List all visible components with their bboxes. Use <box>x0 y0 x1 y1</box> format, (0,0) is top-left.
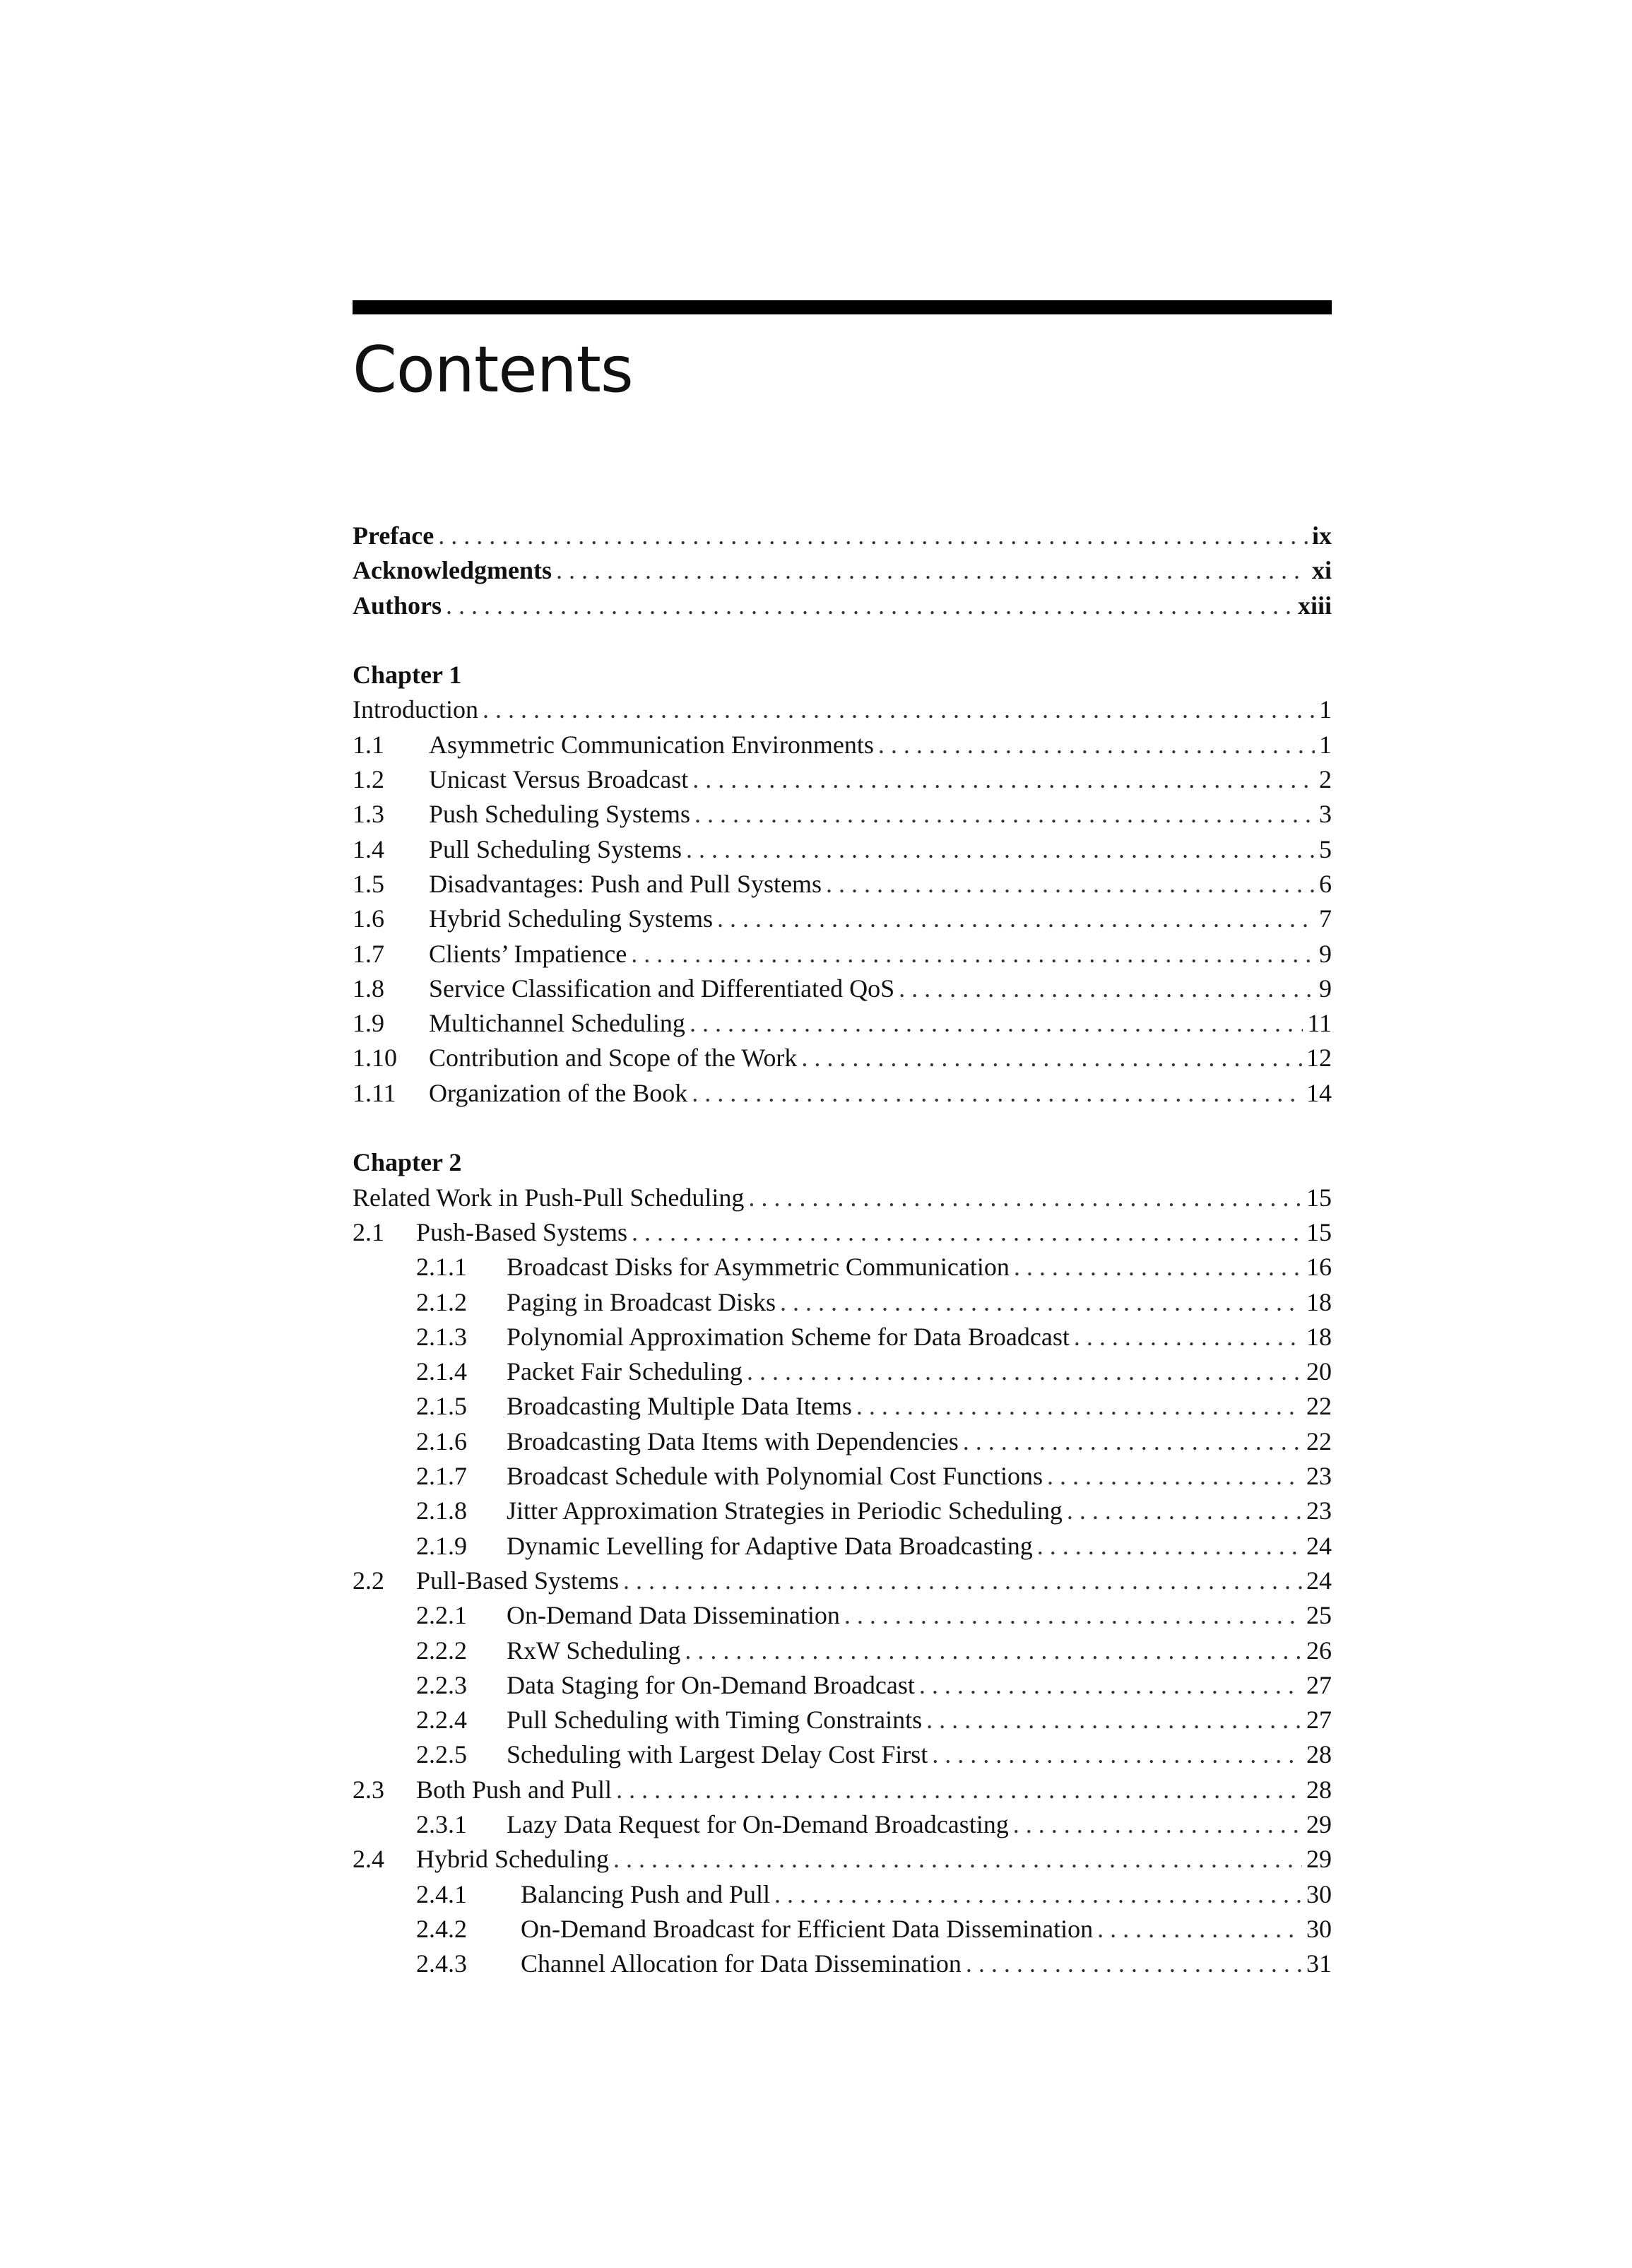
toc-entry-section[interactable] <box>353 937 1332 971</box>
toc-entry-page: 27 <box>1306 1670 1332 1699</box>
toc-entry-page: 1 <box>1319 695 1332 724</box>
toc-entry-number: 2.4 <box>353 1845 384 1874</box>
toc-entry-page: 30 <box>1306 1879 1332 1908</box>
toc-entry-number: 1.3 <box>353 800 384 829</box>
toc-entry-page: 18 <box>1306 1322 1332 1351</box>
toc-entry-text: On-Demand Data Dissemination <box>507 1601 840 1630</box>
toc-entry-number: 2.2.1 <box>416 1601 467 1630</box>
toc-entry-text: Disadvantages: Push and Pull Systems <box>429 869 822 898</box>
dot-leader <box>692 762 1315 797</box>
dot-leader <box>1067 1494 1302 1528</box>
toc-entry-section[interactable] <box>353 1006 1332 1041</box>
toc-entry-text: RxW Scheduling <box>507 1636 681 1665</box>
toc-entry-number: 2.3.1 <box>416 1809 467 1838</box>
toc-entry-subsection[interactable] <box>353 1737 1332 1772</box>
toc-entry-number: 1.6 <box>353 904 384 933</box>
toc-entry-section[interactable] <box>353 1842 1332 1877</box>
spacer <box>353 623 1332 658</box>
toc-entry-subsection[interactable] <box>353 1877 1332 1912</box>
dot-leader <box>613 1842 1302 1877</box>
dot-leader <box>717 902 1315 936</box>
toc-entry-page: 16 <box>1306 1253 1332 1282</box>
dot-leader <box>1013 1807 1302 1842</box>
toc-entry-section[interactable] <box>353 1215 1332 1250</box>
toc-entry-text: Push Scheduling Systems <box>429 800 691 829</box>
dot-leader <box>632 1215 1302 1250</box>
toc-entry-text: Multichannel Scheduling <box>429 1009 685 1038</box>
toc-entry-page: 23 <box>1306 1462 1332 1491</box>
toc-entry-section[interactable] <box>353 797 1332 832</box>
dot-leader <box>685 1634 1302 1668</box>
toc-entry-subsection[interactable] <box>353 1807 1332 1842</box>
toc-entry-text: Broadcasting Data Items with Dependencies <box>507 1427 959 1455</box>
chapter-1-sections <box>353 728 1332 1111</box>
toc-entry-text: Preface <box>353 521 434 550</box>
toc-entry-subsection[interactable] <box>353 1634 1332 1668</box>
toc-entry-number: 2.2.2 <box>416 1636 467 1665</box>
dot-leader <box>844 1598 1302 1633</box>
toc-entry-text: Introduction <box>353 695 478 724</box>
chapter-2-entries <box>353 1215 1332 1982</box>
table-of-contents <box>353 519 1332 1981</box>
dot-leader <box>556 553 1308 588</box>
toc-entry-section[interactable] <box>353 1041 1332 1075</box>
toc-entry-section[interactable] <box>353 762 1332 797</box>
toc-entry-subsection[interactable] <box>353 1494 1332 1528</box>
dot-leader <box>780 1285 1302 1320</box>
toc-entry-number: 1.7 <box>353 939 384 968</box>
toc-entry-number: 2.1.7 <box>416 1462 467 1491</box>
toc-entry-number: 2.2 <box>353 1566 384 1595</box>
toc-entry-page: xi <box>1311 556 1332 585</box>
toc-entry-subsection[interactable] <box>353 1912 1332 1947</box>
toc-entry-text: Asymmetric Communication Environments <box>429 730 874 759</box>
dot-leader <box>1074 1320 1302 1354</box>
toc-entry-number: 2.4.3 <box>416 1949 467 1978</box>
toc-entry-section[interactable] <box>353 1564 1332 1598</box>
toc-entry-subsection[interactable] <box>353 1424 1332 1459</box>
toc-entry-text: Dynamic Levelling for Adaptive Data Broadcasting <box>507 1531 1033 1560</box>
toc-entry-number: 2.1.4 <box>416 1357 467 1386</box>
dot-leader <box>899 971 1315 1006</box>
toc-entry-page: 2 <box>1319 765 1332 794</box>
toc-entry-page: 28 <box>1306 1740 1332 1769</box>
toc-entry-number: 1.9 <box>353 1009 384 1038</box>
toc-entry-number: 2.1.5 <box>416 1392 467 1421</box>
dot-leader <box>801 1041 1302 1075</box>
dot-leader <box>932 1737 1302 1772</box>
toc-entry-subsection[interactable] <box>353 1529 1332 1564</box>
toc-entry-authors[interactable] <box>353 589 1332 623</box>
toc-entry-section[interactable] <box>353 832 1332 867</box>
toc-entry-chapter-1-title[interactable] <box>353 692 1332 727</box>
toc-entry-text: Pull Scheduling with Timing Constraints <box>507 1706 923 1735</box>
toc-entry-number: 2.4.1 <box>416 1879 467 1908</box>
toc-entry-page: 12 <box>1306 1044 1332 1073</box>
toc-entry-subsection[interactable] <box>353 1285 1332 1320</box>
toc-entry-text: Service Classification and Differentiated QoS <box>429 974 895 1003</box>
toc-entry-text: Authors <box>353 591 442 620</box>
toc-entry-number: 2.4.2 <box>416 1914 467 1943</box>
toc-entry-page: 9 <box>1319 974 1332 1003</box>
toc-entry-text: Balancing Push and Pull <box>521 1879 770 1908</box>
toc-entry-subsection[interactable] <box>353 1320 1332 1354</box>
toc-entry-page: 20 <box>1306 1357 1332 1386</box>
toc-entry-page: 6 <box>1319 869 1332 898</box>
dot-leader <box>826 867 1315 902</box>
toc-entry-text: On-Demand Broadcast for Efficient Data Dissemination <box>521 1914 1094 1943</box>
toc-entry-page: 31 <box>1306 1949 1332 1978</box>
dot-leader <box>690 1006 1303 1041</box>
toc-entry-number: 1.2 <box>353 765 384 794</box>
toc-entry-text: Paging in Broadcast Disks <box>507 1287 776 1316</box>
toc-entry-number: 1.11 <box>353 1078 396 1107</box>
toc-entry-number: 1.10 <box>353 1044 397 1073</box>
dot-leader <box>878 728 1315 762</box>
toc-entry-page: 5 <box>1319 834 1332 863</box>
toc-entry-text: Broadcast Disks for Asymmetric Communication <box>507 1253 1010 1282</box>
toc-entry-subsection[interactable] <box>353 1703 1332 1737</box>
toc-entry-text: Broadcasting Multiple Data Items <box>507 1392 852 1421</box>
toc-entry-page: 15 <box>1306 1183 1332 1212</box>
toc-entry-text: Data Staging for On-Demand Broadcast <box>507 1670 915 1699</box>
dot-leader <box>483 692 1315 727</box>
toc-entry-page: 1 <box>1319 730 1332 759</box>
dot-leader <box>686 832 1315 867</box>
toc-entry-number: 1.5 <box>353 869 384 898</box>
toc-entry-page: 11 <box>1307 1009 1332 1038</box>
toc-entry-subsection[interactable] <box>353 1250 1332 1284</box>
dot-leader <box>963 1424 1302 1459</box>
toc-entry-number: 2.1.8 <box>416 1496 467 1525</box>
toc-entry-text: Hybrid Scheduling Systems <box>429 904 713 933</box>
dot-leader <box>856 1389 1302 1424</box>
toc-entry-section[interactable] <box>353 902 1332 936</box>
dot-leader <box>631 937 1315 971</box>
toc-entry-page: 25 <box>1306 1601 1332 1630</box>
dot-leader <box>966 1947 1302 1981</box>
dot-leader <box>1037 1529 1302 1564</box>
toc-entry-text: Pull Scheduling Systems <box>429 834 682 863</box>
toc-entry-page: 30 <box>1306 1914 1332 1943</box>
toc-entry-number: 2.2.4 <box>416 1706 467 1735</box>
dot-leader <box>438 519 1308 553</box>
toc-entry-text: Both Push and Pull <box>416 1775 613 1804</box>
toc-entry-number: 2.1.3 <box>416 1322 467 1351</box>
toc-entry-page: 3 <box>1319 800 1332 829</box>
dot-leader <box>623 1564 1302 1598</box>
toc-entry-page: 29 <box>1306 1845 1332 1874</box>
dot-leader <box>1097 1912 1302 1947</box>
toc-entry-page: 18 <box>1306 1287 1332 1316</box>
dot-leader <box>774 1877 1302 1912</box>
dot-leader <box>748 1181 1302 1215</box>
toc-entry-number: 2.1.2 <box>416 1287 467 1316</box>
page-title: Contents <box>353 333 633 407</box>
toc-entry-text: Pull-Based Systems <box>416 1566 620 1595</box>
toc-entry-section[interactable] <box>353 1076 1332 1111</box>
toc-entry-text: Scheduling with Largest Delay Cost First <box>507 1740 928 1769</box>
dot-leader <box>1014 1250 1302 1284</box>
toc-entry-subsection[interactable] <box>353 1459 1332 1494</box>
toc-entry-text: Clients’ Impatience <box>429 939 627 968</box>
toc-entry-text: Packet Fair Scheduling <box>507 1357 743 1386</box>
toc-entry-page: 14 <box>1306 1078 1332 1107</box>
toc-entry-page: 26 <box>1306 1636 1332 1665</box>
toc-entry-text: Lazy Data Request for On-Demand Broadcasting <box>507 1809 1009 1838</box>
toc-entry-number: 2.1 <box>353 1217 384 1246</box>
toc-entry-number: 1.8 <box>353 974 384 1003</box>
toc-entry-subsection[interactable] <box>353 1389 1332 1424</box>
toc-entry-number: 1.1 <box>353 730 384 759</box>
toc-entry-number: 2.1.6 <box>416 1427 467 1455</box>
toc-entry-text: Contribution and Scope of the Work <box>429 1044 798 1073</box>
toc-entry-number: 2.1.9 <box>416 1531 467 1560</box>
dot-leader <box>1047 1459 1302 1494</box>
toc-entry-text: Broadcast Schedule with Polynomial Cost Functions <box>507 1462 1043 1491</box>
dot-leader <box>694 797 1315 832</box>
toc-entry-page: 22 <box>1306 1392 1332 1421</box>
toc-entry-number: 1.4 <box>353 834 384 863</box>
toc-entry-section[interactable] <box>353 728 1332 762</box>
toc-entry-text: Hybrid Scheduling <box>416 1845 609 1874</box>
toc-entry-section[interactable] <box>353 867 1332 902</box>
dot-leader <box>446 589 1294 623</box>
toc-entry-subsection[interactable] <box>353 1947 1332 1981</box>
toc-entry-number: 2.3 <box>353 1775 384 1804</box>
toc-entry-page: 29 <box>1306 1809 1332 1838</box>
toc-entry-number: 2.2.3 <box>416 1670 467 1699</box>
toc-entry-text: Jitter Approximation Strategies in Periodic Scheduling <box>507 1496 1063 1525</box>
toc-entry-text: Organization of the Book <box>429 1078 688 1107</box>
toc-entry-text: Unicast Versus Broadcast <box>429 765 689 794</box>
spacer <box>353 1111 1332 1145</box>
toc-entry-section[interactable] <box>353 971 1332 1006</box>
toc-entry-page: 24 <box>1306 1566 1332 1595</box>
chapter-1-label: Chapter 1 <box>353 661 462 690</box>
toc-entry-page: 27 <box>1306 1706 1332 1735</box>
toc-entry-text: Polynomial Approximation Scheme for Data Broadcast <box>507 1322 1070 1351</box>
toc-entry-page: 24 <box>1306 1531 1332 1560</box>
title-rule <box>353 300 1332 314</box>
toc-entry-page: ix <box>1311 521 1332 550</box>
toc-entry-page: 23 <box>1306 1496 1332 1525</box>
dot-leader <box>616 1773 1302 1807</box>
toc-entry-section[interactable] <box>353 1773 1332 1807</box>
dot-leader <box>747 1354 1302 1389</box>
toc-entry-subsection[interactable] <box>353 1354 1332 1389</box>
toc-entry-subsection[interactable] <box>353 1598 1332 1633</box>
toc-entry-page: 7 <box>1319 904 1332 933</box>
toc-entry-text: Acknowledgments <box>353 556 552 585</box>
chapter-2-label: Chapter 2 <box>353 1148 462 1177</box>
dot-leader <box>926 1703 1302 1737</box>
toc-entry-number: 2.1.1 <box>416 1253 467 1282</box>
toc-entry-number: 2.2.5 <box>416 1740 467 1769</box>
toc-entry-page: 22 <box>1306 1427 1332 1455</box>
toc-entry-page: xiii <box>1297 591 1332 620</box>
toc-entry-acknowledgments[interactable] <box>353 553 1332 588</box>
toc-entry-page: 9 <box>1319 939 1332 968</box>
toc-entry-page: 15 <box>1306 1217 1332 1246</box>
toc-entry-text: Related Work in Push-Pull Scheduling <box>353 1183 745 1212</box>
toc-entry-text: Channel Allocation for Data Dissemination <box>521 1949 962 1978</box>
toc-entry-subsection[interactable] <box>353 1668 1332 1703</box>
toc-entry-page: 28 <box>1306 1775 1332 1804</box>
dot-leader <box>919 1668 1302 1703</box>
toc-entry-preface[interactable] <box>353 519 1332 553</box>
dot-leader <box>692 1076 1302 1111</box>
toc-entry-chapter-2-title[interactable] <box>353 1181 1332 1215</box>
toc-entry-text: Push-Based Systems <box>416 1217 628 1246</box>
